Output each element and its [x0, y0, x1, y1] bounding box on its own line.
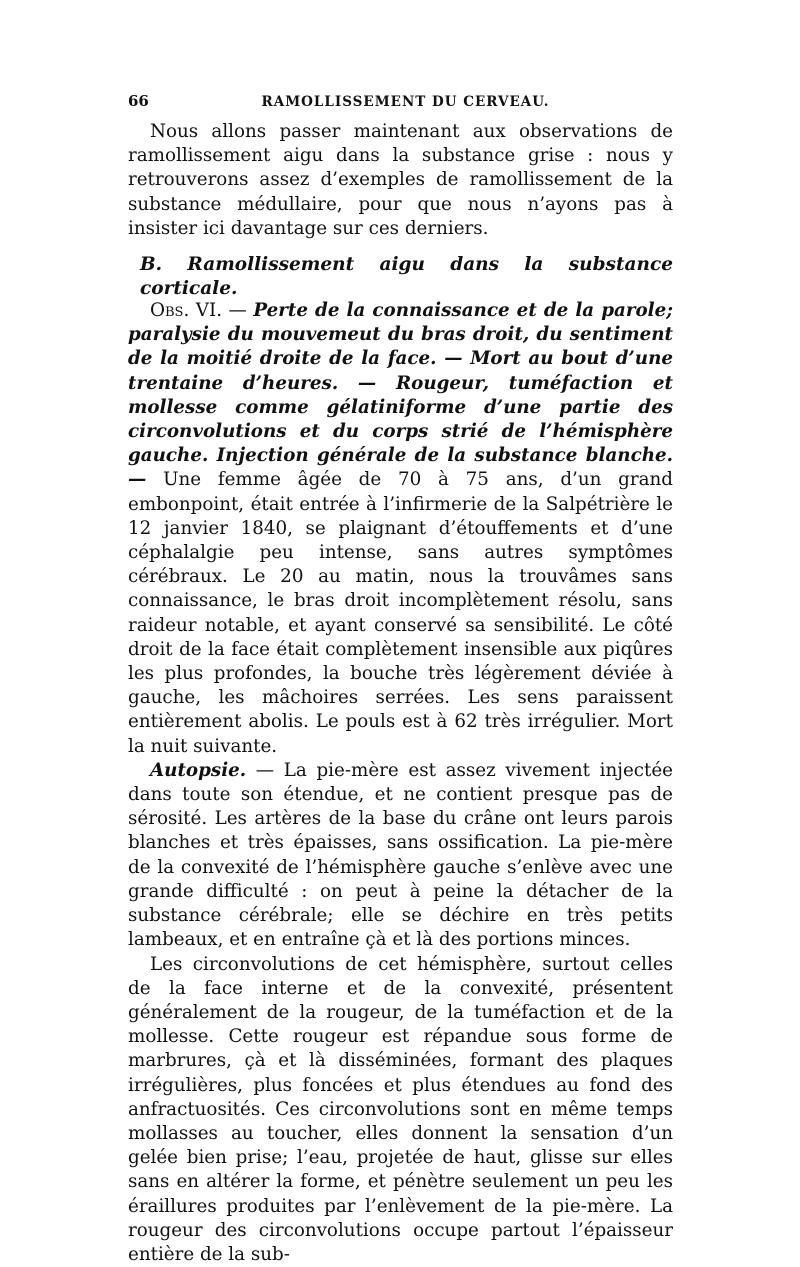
circonvolutions-paragraph: Les circonvolutions de cet hémisphère, surtout celles de la face interne et de la convexité, présentent généralement de la rougeur, de la tuméfaction et de la mollesse. Cette rougeur est répandue sous forme de marbrures, çà et là disséminées, formant des plaques irrégulières, plus foncées et plus étendues au fond des anfractuosités. Ces circonvolutions sont en même temps mollasses au toucher, elles donnent la sensation d’un gelée bien prise; l’eau, projetée de haut, glisse sur elles sans en altérer la forme, et pénètre seulement un peu les éraillures produites par l’enlèvement de la pie-mère. La rougeur des circonvolutions occupe partout l’épaisseur entière de la sub- — [128, 953, 673, 1267]
observation-label: Obs. VI. — — [150, 300, 247, 321]
observation-body: Une femme âgée de 70 à 75 ans, d’un grand embonpoint, était entrée à l’infirmerie de la Salpétrière le 12 janvier 1840, se plaignant d’étouffements et d’une céphalalgie peu intense, sans autres symptômes cérébraux. Le 20 au matin, nous la trouvâmes sans connaissance, le bras droit incomplètement résolu, sans raideur notable, et ayant conservé sa sensibilité. Le côté droit de la face était complètement insensible aux piqûres les plus profondes, la bouche très légèrement déviée à gauche, les mâchoires serrées. Les sens paraissent entièrement abolis. Le pouls est à 62 très irrégulier. Mort la nuit suivante. — [128, 469, 673, 756]
observation-title: Perte de la connaissance et de la parole; paralysie du mouvemeut du bras droit, du sentiment de la moitié droite de la face. — Mort au bout d’une trentaine d’heures. — Rougeur, tuméfaction et mollesse comme gélatiniforme d’une partie des circonvolutions et du corps strié de l’hémisphère gauche. Injection générale de la substance blanche.— — [128, 300, 673, 490]
autopsie-paragraph — [128, 759, 673, 953]
observation-paragraph — [128, 299, 673, 759]
page-number: 66 — [128, 92, 168, 110]
autopsie-label: Autopsie. — [150, 760, 246, 781]
autopsie-body: — La pie-mère est assez vivement injectée dans toute son étendue, et ne contient presque pas de sérosité. Les artères de la base du crâne ont leurs parois blanches et très épaisses, sans ossification. La pie-mère de la convexité de l’hémisphère gauche s’enlève avec une grande difficulté : on peut à peine la détacher de la substance cérébrale; elle se déchire en très petits lambeaux, et en entraîne çà et là des portions minces. — [128, 760, 673, 950]
section-heading: B. Ramollissement aigu dans la substance corticale. — [128, 253, 673, 293]
running-head — [128, 92, 673, 114]
intro-paragraph: Nous allons passer maintenant aux observations de ramollissement aigu dans la substance grise : nous y retrouverons assez d’exemples de ramollissement de la substance médullaire, pour que nous n’ayons pas à insister ici davantage sur ces derniers. — [128, 120, 673, 241]
book-page — [128, 92, 673, 1267]
running-title: RAMOLLISSEMENT DU CERVEAU. — [168, 94, 673, 110]
